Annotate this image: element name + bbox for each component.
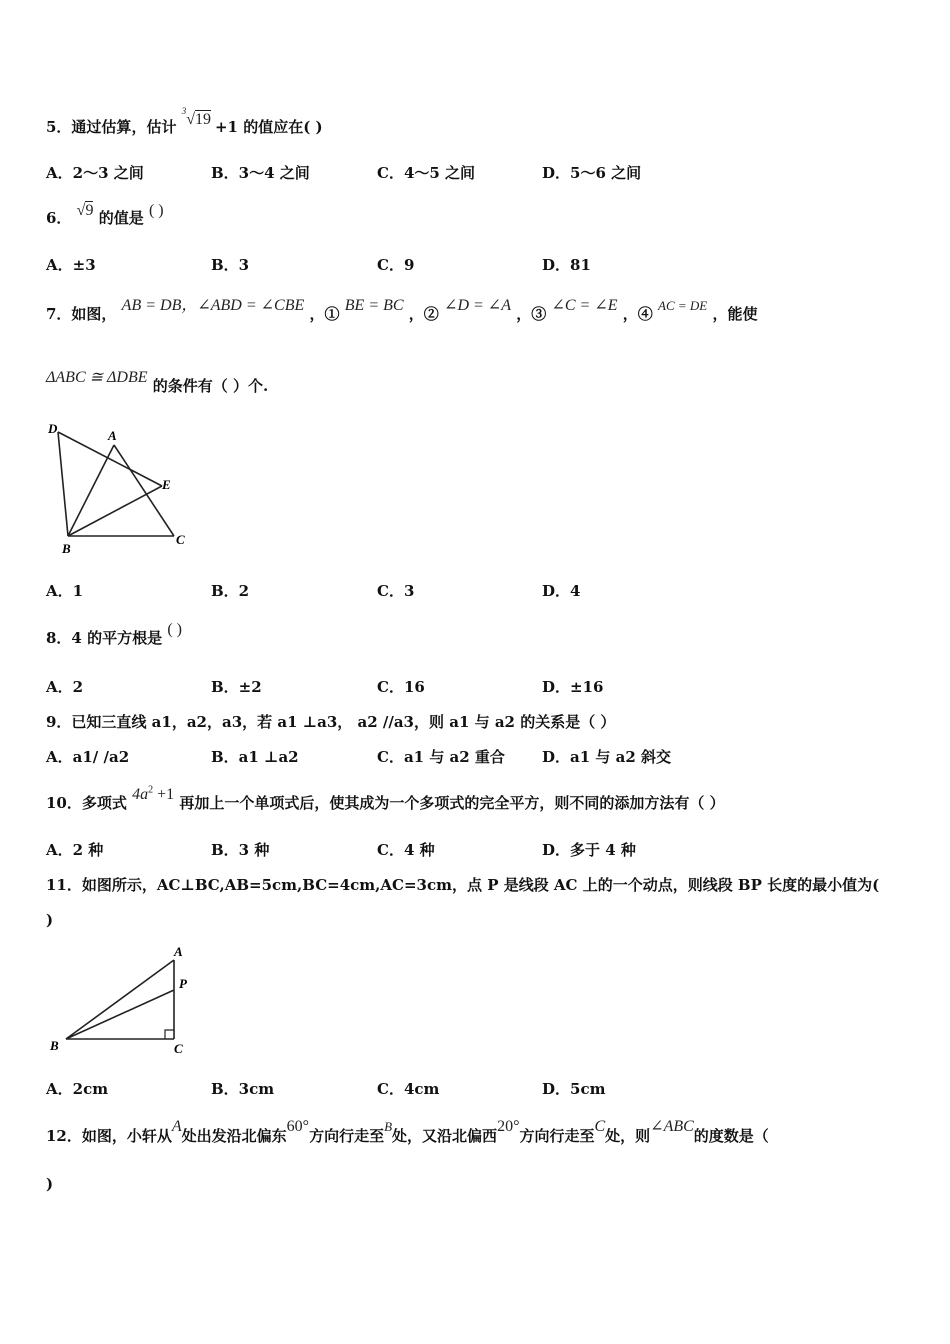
q12-angle-abc: ∠ABC (650, 1118, 694, 1135)
q5-option-d: D．5～6 之间 (542, 164, 642, 182)
q8-option-a: A．2 (46, 678, 84, 696)
q7-condition-2: ∠D = ∠A (444, 297, 511, 314)
q9-option-b: B．a1 ⊥a2 (211, 748, 299, 766)
question-6 (46, 202, 164, 228)
q10-suffix: 再加上一个单项式后，使其成为一个多项式的完全平方，则不同的添加方法有（ ） (179, 794, 725, 812)
q10-option-b: B．3 种 (211, 841, 270, 859)
q7-option-a: A．1 (46, 582, 84, 600)
q5-radicand: 19 (194, 111, 211, 128)
q10-polynomial (132, 786, 174, 803)
q10-math-base: 4a (132, 786, 149, 803)
q6-radicand: 9 (85, 202, 94, 219)
q5-option-b: B．3～4 之间 (211, 164, 310, 182)
q10-prefix: 10．多项式 (46, 794, 127, 812)
q5-option-a: A．2～3 之间 (46, 164, 144, 182)
q7-label-b: B (62, 541, 71, 556)
q7-condition-4: AC = DE (658, 298, 708, 313)
q7-c1-label: ，① (309, 305, 340, 323)
q7-label-d: D (48, 421, 58, 436)
q8-paren: ( ) (167, 621, 182, 638)
q7-option-c: C．3 (377, 582, 415, 600)
q7-label-e: E (162, 477, 171, 492)
question-10 (46, 784, 725, 813)
q11-label-b: B (50, 1038, 59, 1053)
q7-c4-label: ，④ (622, 305, 653, 323)
q7-option-b: B．2 (211, 582, 250, 600)
question-7-line-2 (46, 369, 269, 396)
q7-condition-1: BE = BC (344, 297, 404, 314)
question-7 (46, 297, 758, 324)
q11-label-c: C (174, 1041, 183, 1056)
q12-point-b: B (384, 1119, 393, 1134)
q12-angle-20: 20° (497, 1118, 520, 1135)
question-5 (46, 105, 323, 137)
q12-t1: 12．如图，小轩从 (46, 1127, 172, 1145)
q11-option-d: D．5cm (542, 1080, 606, 1098)
q12-point-a: A (171, 1118, 182, 1135)
q12-line2: ) (46, 1175, 54, 1193)
q12-t4: 处，又沿北偏西 (392, 1127, 498, 1145)
q6-option-d: D．81 (542, 256, 591, 274)
q7-label-c: C (176, 532, 185, 547)
q10-option-a: A．2 种 (46, 841, 104, 859)
q7-c2-label: ，② (408, 305, 439, 323)
q7-option-d: D．4 (542, 582, 581, 600)
q6-sqrt: √9 (76, 202, 94, 219)
q7-line2-suffix: 的条件有（ ）个. (152, 377, 269, 395)
q10-option-d: D．多于 4 种 (542, 841, 636, 859)
q8-option-c: C．16 (377, 678, 425, 696)
q5-cube-root: $^3$√19 (181, 105, 211, 128)
q7-suffix: ，能使 (712, 305, 758, 323)
question-12-line-2 (46, 1175, 53, 1193)
question-8 (46, 621, 182, 648)
question-9 (46, 711, 615, 732)
question-11-line-2 (46, 911, 53, 929)
q7-condition-3: ∠C = ∠E (551, 297, 618, 314)
q10-math-exp: 2 (148, 784, 154, 796)
q6-option-c: C．9 (377, 256, 415, 274)
q12-point-c: C (594, 1118, 606, 1135)
q8-text: 8．4 的平方根是 (46, 629, 163, 647)
q10-math-rest: +1 (153, 786, 175, 803)
q11-option-a: A．2cm (46, 1080, 109, 1098)
q11-label-a: A (174, 944, 183, 959)
q7-congruence: ΔABC ≅ ΔDBE (46, 369, 148, 386)
q12-t7: 的度数是（ (693, 1127, 769, 1145)
q8-option-d: D．±16 (542, 678, 604, 696)
q7-c3-label: ，③ (516, 305, 547, 323)
q10-option-c: C．4 种 (377, 841, 435, 859)
q12-t3: 方向行走至 (309, 1127, 385, 1145)
q5-option-c: C．4～5 之间 (377, 164, 476, 182)
q7-figure (44, 418, 194, 558)
q12-t6: 处，则 (605, 1127, 651, 1145)
q12-angle-60: 60° (286, 1118, 310, 1135)
question-12 (46, 1118, 769, 1146)
q11-label-p: P (179, 976, 187, 991)
q5-prefix: 5．通过估算，估计 (46, 118, 177, 136)
q6-text: 的值是 (98, 209, 144, 227)
q11-text: 11．如图所示，AC⊥BC,AB=5cm,BC=4cm,AC=3cm，点 P 是线段 AC 上的一个动点，则线段 BP 长度的最小值为( (46, 876, 880, 894)
q7-given: AB = DB，∠ABD = ∠CBE (121, 297, 305, 314)
q6-option-b: B．3 (211, 256, 250, 274)
q11-figure (44, 940, 204, 1060)
q5-suffix: +1 的值应在( ) (214, 118, 323, 136)
q6-option-a: A．±3 (46, 256, 96, 274)
q7-prefix: 7．如图， (46, 305, 117, 323)
q11-line2: ) (46, 911, 54, 929)
q6-paren: ( ) (148, 202, 164, 219)
q9-option-d: D．a1 与 a2 斜交 (542, 748, 671, 766)
q5-root-index: 3 (181, 105, 187, 116)
q9-option-a: A．a1/ /a2 (46, 748, 130, 766)
q8-option-b: B．±2 (211, 678, 262, 696)
q9-option-c: C．a1 与 a2 重合 (377, 748, 505, 766)
q12-t5: 方向行走至 (519, 1127, 595, 1145)
q12-t2: 处出发沿北偏东 (181, 1127, 287, 1145)
question-11 (46, 874, 879, 895)
q7-label-a: A (108, 428, 117, 443)
q11-option-b: B．3cm (211, 1080, 275, 1098)
q9-text: 9．已知三直线 a1，a2，a3，若 a1 ⊥a3， a2 //a3，则 a1 与 a2 的关系是（ ） (46, 713, 616, 731)
q6-number: 6． (46, 209, 72, 227)
q11-option-c: C．4cm (377, 1080, 440, 1098)
